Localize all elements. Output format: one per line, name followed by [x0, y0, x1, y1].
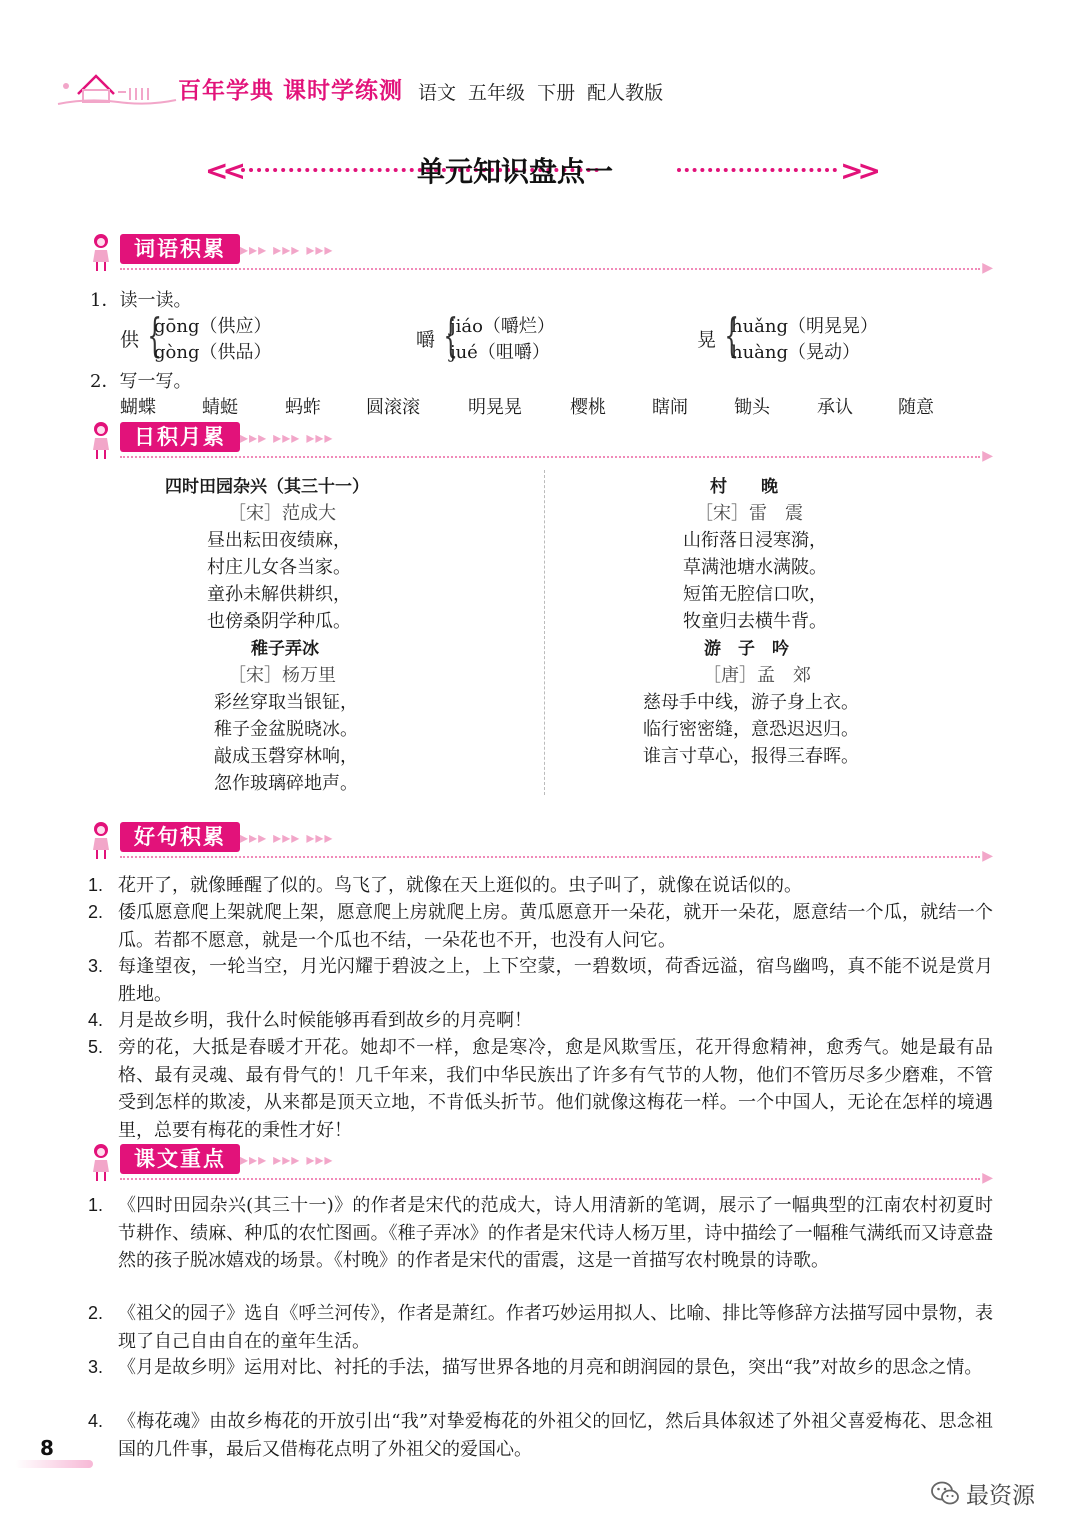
word-item: 圆滚滚 — [366, 397, 420, 418]
double-chevron-left-icon: << — [205, 154, 240, 187]
poem-title: 游 子 吟 — [704, 639, 789, 659]
section-heading: 日积月累 — [120, 422, 240, 452]
watermark-text: 最资源 — [966, 1483, 1035, 1509]
word-item: 明晃晃 — [468, 397, 522, 418]
item-number: 4. — [88, 1010, 104, 1030]
item-text: 《月是故乡明》运用对比、衬托的手法，描写世界各地的月亮和朗润园的景色，突出“我”对故乡的思念之情。 — [118, 1357, 983, 1378]
unit-title-row — [205, 146, 875, 190]
brace-icon: { — [724, 308, 739, 362]
poem-line: 草满池塘水满陂。 — [683, 557, 827, 578]
poem-author: ［宋］雷 震 — [695, 503, 803, 524]
poem-author: ［宋］范成大 — [228, 503, 336, 524]
section-heading: 课文重点 — [120, 1144, 240, 1174]
house-logo-icon — [48, 64, 178, 106]
book-meta: 语文 五年级 下册 配人教版 — [418, 82, 664, 104]
double-chevron-right-icon: >> — [840, 154, 875, 187]
keypoint-item — [88, 1408, 993, 1463]
poem-line: 童孙未解供耕织， — [207, 584, 351, 605]
word-item: 瞎闹 — [652, 397, 688, 418]
chevrons-decoration-icon: ▸▸▸ ▸▸▸ ▸▸▸ — [240, 240, 334, 259]
item-text: 《四时田园杂兴(其三十一)》的作者是宋代的范成大，诗人用清新的笔调，展示了一幅典型的江南农村初夏时节耕作、绩麻、种瓜的农忙图画。《稚子弄冰》的作者是宋代诗人杨万里，诗中描绘了一幅稚气满纸而又诗意盎然的孩子脱冰嬉戏的场景。《村晚》的作者是宋代的雷震，这是一首描写农村晚景的诗歌。 — [118, 1195, 993, 1271]
poem-line: 临行密密缝，意恐迟迟归。 — [643, 719, 859, 740]
pinyin-line: gòng（供品） — [154, 342, 272, 363]
chevrons-decoration-icon: ▸▸▸ ▸▸▸ ▸▸▸ — [240, 428, 334, 447]
item-number: 1. — [88, 1195, 104, 1215]
arrow-tip-icon: ▶ — [982, 448, 993, 464]
girl-mascot-icon — [88, 232, 114, 272]
girl-mascot-icon — [88, 820, 114, 860]
item-number: 1. — [88, 875, 104, 895]
item-text: 《梅花魂》由故乡梅花的开放引出“我”对挚爱梅花的外祖父的回忆，然后具体叙述了外祖父喜爱梅花、思念祖国的几件事，最后又借梅花点明了外祖父的爱国心。 — [118, 1411, 993, 1460]
page-header — [40, 62, 740, 122]
sentence-item — [88, 872, 993, 900]
word-item: 随意 — [898, 397, 934, 418]
chevrons-decoration-icon: ▸▸▸ ▸▸▸ ▸▸▸ — [240, 828, 334, 847]
arrow-tip-icon: ▶ — [982, 848, 993, 864]
item-text: 倭瓜愿意爬上架就爬上架，愿意爬上房就爬上房。黄瓜愿意开一朵花，就开一朵花，愿意结一个瓜，就结一个瓜。若都不愿意，就是一个瓜也不结，一朵花也不开，也没有人问它。 — [118, 902, 993, 951]
word-item: 蚂蚱 — [285, 397, 321, 418]
read-label: 1．读一读。 — [90, 290, 192, 311]
page-number-bar — [15, 1460, 93, 1468]
poem-title: 稚子弄冰 — [251, 639, 319, 659]
pinyin-line: jué（咀嚼） — [450, 342, 550, 363]
poem-line: 慈母手中线，游子身上衣。 — [643, 692, 859, 713]
brace-icon: { — [443, 308, 458, 362]
pinyin-line: jiáo（嚼烂） — [450, 316, 555, 337]
word-item: 锄头 — [734, 397, 770, 418]
item-number: 3. — [88, 956, 104, 976]
poem-line: 短笛无腔信口吹， — [683, 584, 827, 605]
item-number: 2. — [88, 1303, 104, 1323]
section-rule — [120, 856, 980, 858]
poem-line: 村庄儿女各当家。 — [207, 557, 351, 578]
poem-line: 也傍桑阴学种瓜。 — [207, 611, 351, 632]
pinyin-line: huǎng（明晃晃） — [731, 316, 879, 337]
girl-mascot-icon — [88, 1142, 114, 1182]
poem-title: 四时田园杂兴（其三十一） — [165, 477, 369, 497]
item-number: 4. — [88, 1411, 104, 1431]
section-rule — [120, 1178, 980, 1180]
section-heading: 好句积累 — [120, 822, 240, 852]
chevrons-decoration-icon: ▸▸▸ ▸▸▸ ▸▸▸ — [240, 1150, 334, 1169]
item-text: 《祖父的园子》选自《呼兰河传》，作者是萧红。作者巧妙运用拟人、比喻、排比等修辞方法描写园中景物，表现了自己自由自在的童年生活。 — [118, 1303, 993, 1352]
pinyin-line: huàng（晃动） — [731, 342, 861, 363]
arrow-tip-icon: ▶ — [982, 1170, 993, 1186]
polyphone-char: 供 — [120, 329, 140, 351]
section-rule — [120, 268, 980, 270]
brace-icon: { — [147, 308, 162, 362]
keypoint-item — [88, 1192, 993, 1275]
polyphone-char: 晃 — [697, 329, 717, 351]
poem-line: 忽作玻璃碎地声。 — [214, 773, 358, 794]
arrow-tip-icon: ▶ — [982, 260, 993, 276]
wechat-icon — [930, 1479, 960, 1507]
keypoint-item — [88, 1354, 993, 1382]
page-number: 8 — [40, 1436, 54, 1460]
word-item: 樱桃 — [570, 397, 606, 418]
item-text: 每逢望夜，一轮当空，月光闪耀于碧波之上，上下空蒙，一碧数顷，荷香远溢，宿鸟幽鸣，真不能不说是赏月胜地。 — [118, 956, 993, 1005]
brand-title: 百年学典 课时学练测 — [178, 78, 404, 104]
word-item: 蝴蝶 — [120, 397, 156, 418]
word-item: 承认 — [817, 397, 853, 418]
item-number: 3. — [88, 1357, 104, 1377]
poem-line: 牧童归去横牛背。 — [683, 611, 827, 632]
item-number: 5. — [88, 1037, 104, 1057]
poem-author: ［唐］孟 郊 — [703, 665, 811, 686]
poem-column-divider — [544, 470, 545, 795]
item-text: 旁的花，大抵是春暖才开花。她却不一样，愈是寒冷，愈是风欺雪压，花开得愈精神，愈秀气。她是最有品格、最有灵魂、最有骨气的！几千年来，我们中华民族出了许多有气节的人物，他们不管历尽多少磨难，不管受到怎样的欺凌，从来都是顶天立地，不肯低头折节。他们就像这梅花一样。一个中国人，无论在怎样的境遇里，总要有梅花的秉性才好！ — [118, 1037, 993, 1141]
word-item: 蜻蜓 — [202, 397, 238, 418]
girl-mascot-icon — [88, 420, 114, 460]
item-number: 2. — [88, 902, 104, 922]
section-text-key-points — [88, 1142, 993, 1186]
poem-line: 昼出耘田夜绩麻， — [207, 530, 351, 551]
section-heading: 词语积累 — [120, 234, 240, 264]
polyphone-char: 嚼 — [416, 329, 436, 351]
section-good-sentences — [88, 820, 993, 864]
title-divider-right — [677, 168, 837, 172]
watermark — [930, 1475, 1065, 1511]
item-text: 月是故乡明，我什么时候能够再看到故乡的月亮啊！ — [118, 1010, 532, 1031]
sentence-item — [88, 1007, 993, 1035]
keypoint-item — [88, 1300, 993, 1355]
poem-author: ［宋］杨万里 — [228, 665, 336, 686]
item-text: 花开了，就像睡醒了似的。鸟飞了，就像在天上逛似的。虫子叫了，就像在说话似的。 — [118, 875, 802, 896]
section-rule — [120, 456, 980, 458]
poem-line: 谁言寸草心，报得三春晖。 — [643, 746, 859, 767]
section-vocabulary — [88, 232, 993, 276]
page-title: 单元知识盘点一 — [417, 155, 614, 188]
sentence-item — [88, 1034, 993, 1144]
sentence-item — [88, 953, 993, 1008]
write-label: 2．写一写。 — [90, 371, 192, 392]
poem-line: 山衔落日浸寒漪， — [683, 530, 827, 551]
section-daily-accumulation — [88, 420, 993, 464]
poem-line: 彩丝穿取当银钲， — [214, 692, 358, 713]
poem-line: 稚子金盆脱晓冰。 — [214, 719, 358, 740]
poem-title: 村 晚 — [710, 477, 778, 497]
poem-line: 敲成玉磬穿林响， — [214, 746, 358, 767]
pinyin-line: gōng（供应） — [154, 316, 272, 337]
sentence-item — [88, 899, 993, 954]
